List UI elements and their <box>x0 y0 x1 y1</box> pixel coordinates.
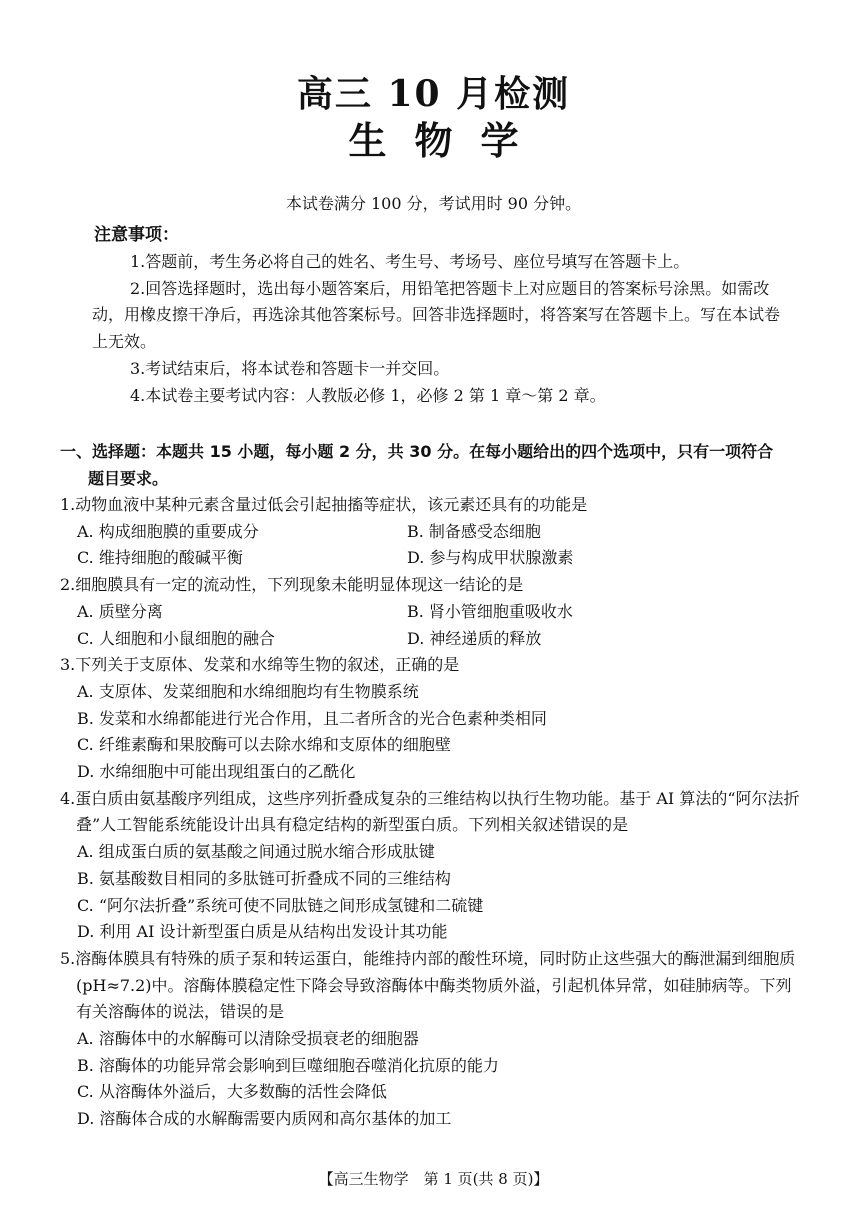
option-d: D. 神经递质的释放 <box>407 628 542 648</box>
page-footer: 【高三生物学 第 1 页(共 8 页)】 <box>318 1170 549 1188</box>
option-c: C. 人细胞和小鼠细胞的融合 <box>77 628 275 648</box>
option-b: B. 发菜和水绵都能进行光合作用，且二者所含的光合色素种类相同 <box>77 708 547 728</box>
notice-list <box>92 249 792 409</box>
option-c: C. 纤维素酶和果胶酶可以去除水绵和支原体的细胞壁 <box>77 735 451 755</box>
option-b: B. 溶酶体的功能异常会影响到巨噬细胞吞噬消化抗原的能力 <box>77 1055 499 1075</box>
option-a: A. 质壁分离 <box>77 601 163 621</box>
question-stem: 2.细胞膜具有一定的流动性，下列现象未能明显体现这一结论的是 <box>60 575 524 595</box>
exam-title: 高三 10 月检测 <box>296 73 571 115</box>
option-b: B. 氨基酸数目相同的多肽链可折叠成不同的三维结构 <box>77 868 451 888</box>
option-a: A. 溶酶体中的水解酶可以清除受损衰老的细胞器 <box>77 1029 419 1049</box>
question-4 <box>60 786 805 946</box>
question-5 <box>60 946 805 1133</box>
notice-item: 2.回答选择题时，选出每小题答案后，用铅笔把答题卡上对应题目的答案标号涂黑。如需改动，用橡皮擦干净后，再选涂其他答案标号。回答非选择题时，将答案写在答题卡上。写在本试卷上无效。 <box>92 278 781 352</box>
option-a: A. 组成蛋白质的氨基酸之间通过脱水缩合形成肽键 <box>77 842 435 862</box>
section-heading-line: 一、选择题：本题共 15 小题，每小题 2 分，共 30 分。在每小题给出的四个选项中，只有一项符合 <box>60 442 774 461</box>
option-d: D. 利用 AI 设计新型蛋白质是从结构出发设计其功能 <box>77 922 448 942</box>
option-c: C. “阿尔法折叠”系统可使不同肽链之间形成氢键和二硫键 <box>77 895 484 915</box>
section-heading <box>60 438 800 492</box>
option-c: C. 从溶酶体外溢后，大多数酶的活性会降低 <box>77 1082 387 1102</box>
question-stem: 5.溶酶体膜具有特殊的质子泵和转运蛋白，能维持内部的酸性环境，同时防止这些强大的酶泄漏到细胞质(pH≈7.2)中。溶酶体膜稳定性下降会导致溶酶体中酶类物质外溢，引起机体异常，如硅肺病等。下列有关溶酶体的说法，错误的是 <box>60 948 796 1022</box>
question-3 <box>60 652 805 786</box>
notice-item: 1.答题前，考生务必将自己的姓名、考生号、考场号、座位号填写在答题卡上。 <box>130 252 690 271</box>
exam-subject: 生物学 <box>348 118 547 163</box>
question-stem: 4.蛋白质由氨基酸序列组成，这些序列折叠成复杂的三维结构以执行生物功能。基于 AI 算法的“阿尔法折叠”人工智能系统能设计出具有稳定结构的新型蛋白质。下列相关叙述错误的是 <box>60 788 800 835</box>
question-list <box>60 492 805 1133</box>
notice-item: 3.考试结束后，将本试卷和答题卡一并交回。 <box>130 358 450 378</box>
option-b: B. 制备感受态细胞 <box>407 521 541 541</box>
question-stem: 3.下列关于支原体、发菜和水绵等生物的叙述，正确的是 <box>60 655 460 675</box>
option-d: D. 参与构成甲状腺激素 <box>407 548 574 568</box>
option-b: B. 肾小管细胞重吸收水 <box>407 601 573 621</box>
option-d: D. 溶酶体合成的水解酶需要内质网和高尔基体的加工 <box>77 1109 452 1129</box>
question-1 <box>60 492 805 572</box>
option-a: A. 支原体、发菜细胞和水绵细胞均有生物膜系统 <box>77 681 419 701</box>
option-d: D. 水绵细胞中可能出现组蛋白的乙酰化 <box>77 762 356 782</box>
notice-item: 4.本试卷主要考试内容：人教版必修 1，必修 2 第 1 章～第 2 章。 <box>130 385 606 405</box>
option-a: A. 构成细胞膜的重要成分 <box>77 521 259 541</box>
exam-info: 本试卷满分 100 分，考试用时 90 分钟。 <box>285 194 582 213</box>
option-c: C. 维持细胞的酸碱平衡 <box>77 548 243 568</box>
question-stem: 1.动物血液中某种元素含量过低会引起抽搐等症状，该元素还具有的功能是 <box>60 495 588 514</box>
question-2 <box>60 572 805 652</box>
section-heading-line: 题目要求。 <box>88 469 169 488</box>
notice-title: 注意事项： <box>94 225 179 245</box>
